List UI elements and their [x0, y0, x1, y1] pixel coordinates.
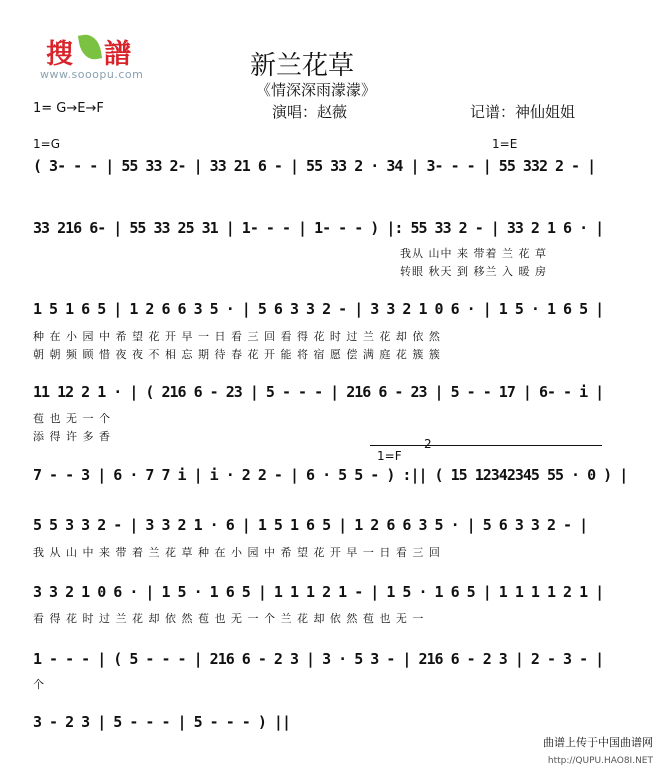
footer-url: http://QUPU.HAO8I.NET: [547, 756, 653, 766]
staff-line-9: 3 - 2 3 | 5 - - - | 5 - - - ) ||: [33, 713, 290, 731]
lyric-line-2: 转眼 秋天 到 移兰 入 暖 房: [400, 265, 547, 278]
song-subtitle: 《情深深雨濛濛》: [256, 81, 377, 99]
lyric-line-5: 苞 也 无 一 个: [33, 412, 111, 425]
staff-line-1: ( 3- - - | 55 33 2- | 33 21 6 - | 55 33 2 · 34 | 3- - - | 55 332 2 - |: [33, 157, 596, 175]
lyric-line-1: 我从 山中 来 带着 兰 花 草: [400, 247, 547, 260]
recorder-credit: 记谱：神仙姐姐: [470, 103, 576, 121]
lyric-line-7: 我 从 山 中 来 带 着 兰 花 草 种 在 小 园 中 希 望 花 开 早 一 日 看 三 回: [33, 546, 441, 559]
staff-line-8: 1 - - - | ( 5 - - - | 216 6 - 2 3 | 3 · 5 3 - | 216 6 - 2 3 | 2 - 3 - |: [33, 650, 604, 668]
lyric-line-8: 看 得 花 时 过 兰 花 却 依 然 苞 也 无 一 个 兰 花 却 依 然 苞 也 无 一: [33, 612, 425, 625]
lyric-line-9: 个: [33, 678, 45, 691]
staff-line-6: 5 5 3 3 2 - | 3 3 2 1 · 6 | 1 5 1 6 5 | 1 2 6 6 3 5 · | 5 6 3 3 2 - |: [33, 516, 588, 534]
lyric-line-6: 添 得 许 多 香: [33, 430, 111, 443]
staff-line-5: 7 - - 3 | 6 · 7 7 i | i · 2 2 - | 6 · 5 5 - ) :|| ( 15 12342345 55 · 0 ) |: [33, 466, 628, 484]
staff-line-4: 11 12 2 1 · | ( 216 6 - 23 | 5 - - - | 216 6 - 23 | 5 - - 17 | 6- - i |: [33, 383, 604, 401]
lyric-line-4: 朝 朝 频 顾 惜 夜 夜 不 相 忘 期 待 春 花 开 能 将 宿 愿 偿 满 庭 花 簇 簇: [33, 348, 441, 361]
staff-line-7: 3 3 2 1 0 6 · | 1 5 · 1 6 5 | 1 1 1 2 1 - | 1 5 · 1 6 5 | 1 1 1 1 2 1 |: [33, 583, 604, 601]
key-mark-f: 1=F: [377, 449, 402, 463]
staff-line-2: 33 216 6- | 55 33 25 31 | 1- - - | 1- - - ) |: 55 33 2 - | 33 2 1 6 · |: [33, 219, 604, 237]
singer-credit: 演唱：赵薇: [272, 103, 348, 121]
footer-upload-note: 曲谱上传于中国曲谱网: [543, 736, 653, 749]
logo-url: www.sooopu.com: [40, 68, 144, 81]
key-change: 1= G→E→F: [33, 101, 104, 116]
staff-line-3: 1 5 1 6 5 | 1 2 6 6 3 5 · | 5 6 3 3 2 - | 3 3 2 1 0 6 · | 1 5 · 1 6 5 |: [33, 300, 604, 318]
leaf-icon: [78, 32, 102, 61]
lyric-line-3: 种 在 小 园 中 希 望 花 开 早 一 日 看 三 回 看 得 花 时 过 兰 花 却 依 然: [33, 330, 441, 343]
volta-bracket: [370, 445, 602, 446]
logo-brand-left: 搜: [46, 39, 73, 70]
site-logo: [40, 30, 158, 86]
key-mark-e: 1=E: [492, 137, 518, 151]
logo-brand-right: 譜: [104, 39, 131, 70]
volta-number: 2: [424, 437, 432, 451]
key-mark-g: 1=G: [33, 137, 60, 151]
song-title: 新兰花草: [250, 51, 355, 81]
